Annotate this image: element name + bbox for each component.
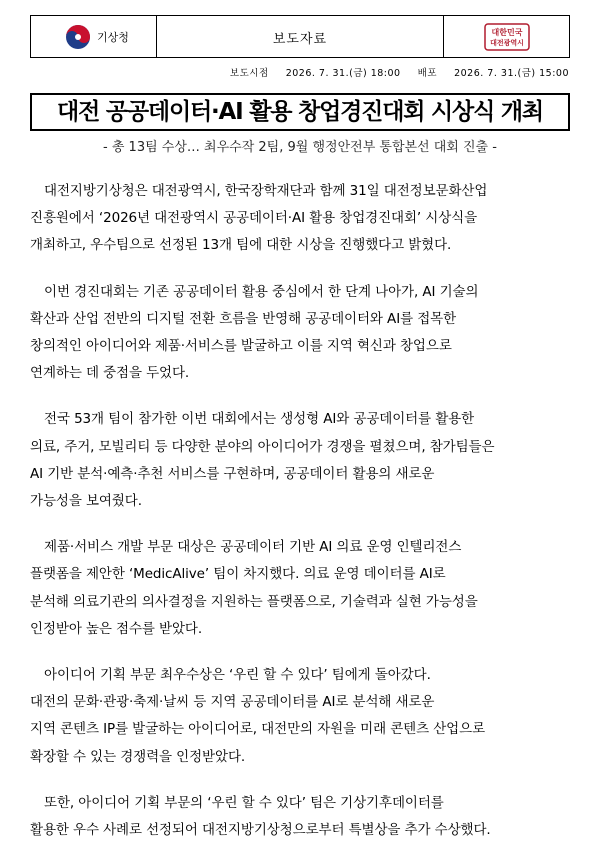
paragraph	[30, 178, 576, 260]
header-box	[30, 15, 570, 58]
report-time-label: 보도시점	[229, 68, 269, 79]
distribute-time-value: 2026. 7. 31.(금) 15:00	[454, 68, 569, 79]
agency-cell	[31, 16, 157, 57]
paragraph-line: 지역 콘텐츠 IP를 발굴하는 아이디어로, 대전만의 자원을 미래 콘텐츠 산업으로	[30, 721, 486, 738]
paragraph-line: 분석해 의료기관의 의사결정을 지원하는 플랫폼으로, 기술력과 실현 가능성을	[30, 593, 478, 610]
paragraph-line: 제품·서비스 개발 부문 대상은 공공데이터 기반 AI 의료 운영 인텔리전스	[44, 539, 462, 556]
paragraph	[30, 790, 576, 844]
agency-name: 기상청	[97, 31, 129, 44]
paragraph-line: AI 기반 분석·예측·추천 서비스를 구현하며, 공공데이터 활용의 새로운	[30, 465, 435, 482]
paragraph-line: 창의적인 아이디어와 제품·서비스를 발굴하고 이를 지역 혁신과 창업으로	[30, 338, 452, 355]
paragraph	[30, 662, 576, 771]
paragraph-line: 확산과 산업 전반의 디지털 전환 흐름을 반영해 공공데이터와 AI를 접목한	[30, 310, 457, 327]
paragraph-line: 가능성을 보여줬다.	[30, 493, 142, 510]
distribute-time-label: 배포	[417, 68, 438, 79]
kma-logo-icon	[65, 24, 91, 50]
paragraph-line: 아이디어 기획 부문 최우수상은 ‘우린 할 수 있다’ 팀에게 돌아갔다.	[44, 667, 431, 684]
paragraph-line: 의료, 주거, 모빌리티 등 다양한 분야의 아이디어가 경쟁을 펼쳤으며, 참가팀들은	[30, 438, 495, 455]
paragraph-line: 인정받아 높은 점수를 받았다.	[30, 620, 203, 637]
paragraph-line: 대전지방기상청은 대전광역시, 한국장학재단과 함께 31일 대전정보문화산업	[44, 183, 488, 199]
report-time-value: 2026. 7. 31.(금) 18:00	[285, 68, 401, 79]
paragraph	[30, 534, 576, 643]
release-dateline	[230, 65, 569, 79]
paragraph-line: 진흥원에서 ‘2026년 대전광역시 공공데이터·AI 활용 창업경진대회’ 시상식을	[30, 210, 478, 227]
paragraph-line: 활용한 우수 사례로 선정되어 대전지방기상청으로부터 특별상을 추가 수상했다.	[30, 822, 491, 839]
paragraph-line: 이번 경진대회는 기존 공공데이터 활용 중심에서 한 단계 나아가, AI 기술의	[44, 283, 479, 300]
paragraph-line: 연계하는 데 중점을 두었다.	[30, 365, 190, 382]
doc-type-label: 보도자료	[272, 32, 328, 47]
paragraph	[30, 279, 576, 388]
seal-stamp-icon	[482, 22, 532, 52]
paragraph-line: 대전의 문화·관광·축제·날씨 등 지역 공공데이터를 AI로 분석해 새로운	[30, 694, 435, 711]
page-title: 대전 공공데이터·AI 활용 창업경진대회 시상식 개최	[57, 99, 543, 125]
paragraph-line: 또한, 아이디어 기획 부문의 ‘우린 할 수 있다’ 팀은 기상기후데이터를	[44, 794, 444, 811]
paragraph-line: 플랫폼을 제안한 ‘MedicAlive’ 팀이 차지했다. 의료 운영 데이터를 AI로	[30, 566, 446, 583]
title-box	[30, 93, 570, 131]
svg-text:대한민국: 대한민국	[491, 28, 523, 37]
paragraph-line: 개최하고, 우수팀으로 선정된 13개 팀에 대한 시상을 진행했다고 밝혔다.	[30, 237, 452, 254]
svg-text:대전광역시: 대전광역시	[490, 39, 524, 47]
paragraph	[30, 406, 576, 515]
stamp-cell	[443, 16, 569, 57]
paragraph-line: 확장할 수 있는 경쟁력을 인정받았다.	[30, 748, 246, 765]
subtitle: - 총 13팀 수상… 최우수작 2팀, 9월 행정안전부 통합본선 대회 진출 -	[103, 140, 497, 155]
body-text	[30, 178, 576, 844]
paragraph-line: 전국 53개 팀이 참가한 이번 대회에서는 생성형 AI와 공공데이터를 활용한	[44, 411, 475, 428]
